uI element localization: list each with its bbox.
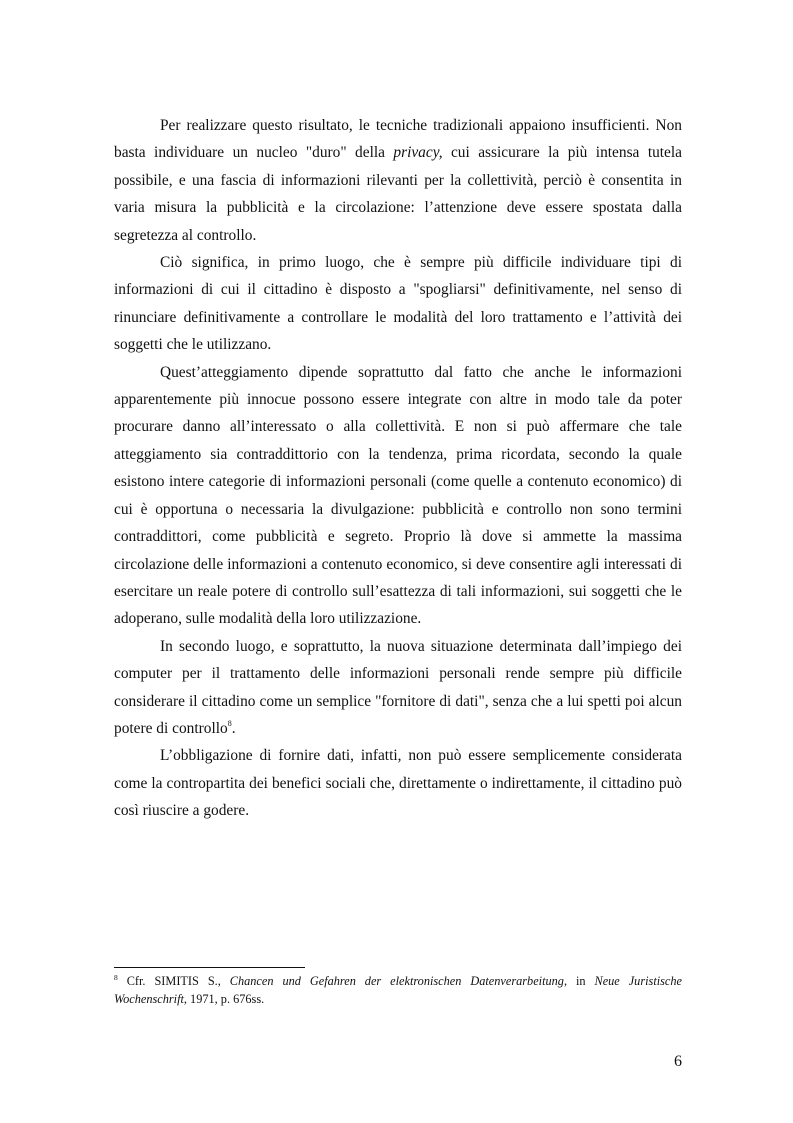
paragraph-5: L’obbligazione di fornire dati, infatti, non può essere semplicemente considerata come la contropartita dei benefici sociali che, direttamente o indirettamente, il cittadino può così riuscire a godere. (114, 747, 682, 820)
paragraph-1 (114, 112, 682, 249)
paragraph-2: Ciò significa, in primo luogo, che è sempre più difficile individuare tipi di informazioni di cui il cittadino è disposto a "spogliarsi" definitivamente, nel senso di rinunciare definitivamente a controllare le modalità del loro trattamento e l’attività dei soggetti che le utilizzano. (114, 254, 682, 354)
footnote-reference[interactable]: 8 (227, 718, 232, 728)
privacy-italic: privacy, (393, 144, 443, 162)
footnote-number: 8 (114, 973, 118, 982)
paragraph-4-end: . (231, 719, 236, 737)
paragraph-4-text: In secondo luogo, e soprattutto, la nuova situazione determinata dall’impiego dei computer per il trattamento delle informazioni personali rende sempre più difficile considerare il cittadino come un semplice "fornitore di dati", senza che a lui spetti poi alcun potere di controllo (114, 637, 682, 737)
body-text (114, 112, 682, 825)
footnote (114, 972, 682, 1008)
paragraph-1-text-b: cui assicurare la più intensa tutela possibile, e una fascia di informazioni rilevanti per la collettività, perciò è consentita in varia misura la pubblicità e la circolazione: l’attenzione deve essere spostata dalla segretezza al controllo. (114, 144, 682, 244)
paragraph-3: Quest’atteggiamento dipende soprattutto dal fatto che anche le informazioni apparentemente più innocue possono essere integrate con altre in modo tale da poter procurare danno all’interessato o alla collettività. E non si può affermare che tale atteggiamento sia contraddittorio con la tendenza, prima ricordata, secondo la quale esistono intere categorie di informazioni personali (come quelle a contenuto economico) di cui è opportuna o necessaria la divulgazione: pubblicità e controllo non sono termini contraddittori, come pubblicità e segreto. Proprio là dove si ammette la massima circolazione delle informazioni a contenuto economico, si deve consentire agli interessati di esercitare un reale potere di controllo sull’esattezza di tali informazioni, sui soggetti che le adoperano, sulle modalità della loro utilizzazione. (114, 363, 682, 628)
footnote-citation-rest: , 1971, p. 676ss. (183, 992, 265, 1006)
paragraph-4 (114, 633, 682, 743)
footnote-title: Chancen und Gefahren der elektronischen Datenverarbeitung (229, 974, 564, 988)
page-number: 6 (674, 1053, 682, 1070)
footnote-in: , in (563, 974, 595, 988)
footnote-separator (114, 967, 305, 968)
footnote-journal: Neue Juristische Wochenschrift (114, 974, 683, 1006)
footnote-author: Cfr. SIMITIS S., (117, 974, 230, 988)
paragraph-1-text-a: Per realizzare questo risultato, le tecniche tradizionali appaiono insufficienti. Non basta individuare un nucleo "duro" della (114, 117, 682, 162)
